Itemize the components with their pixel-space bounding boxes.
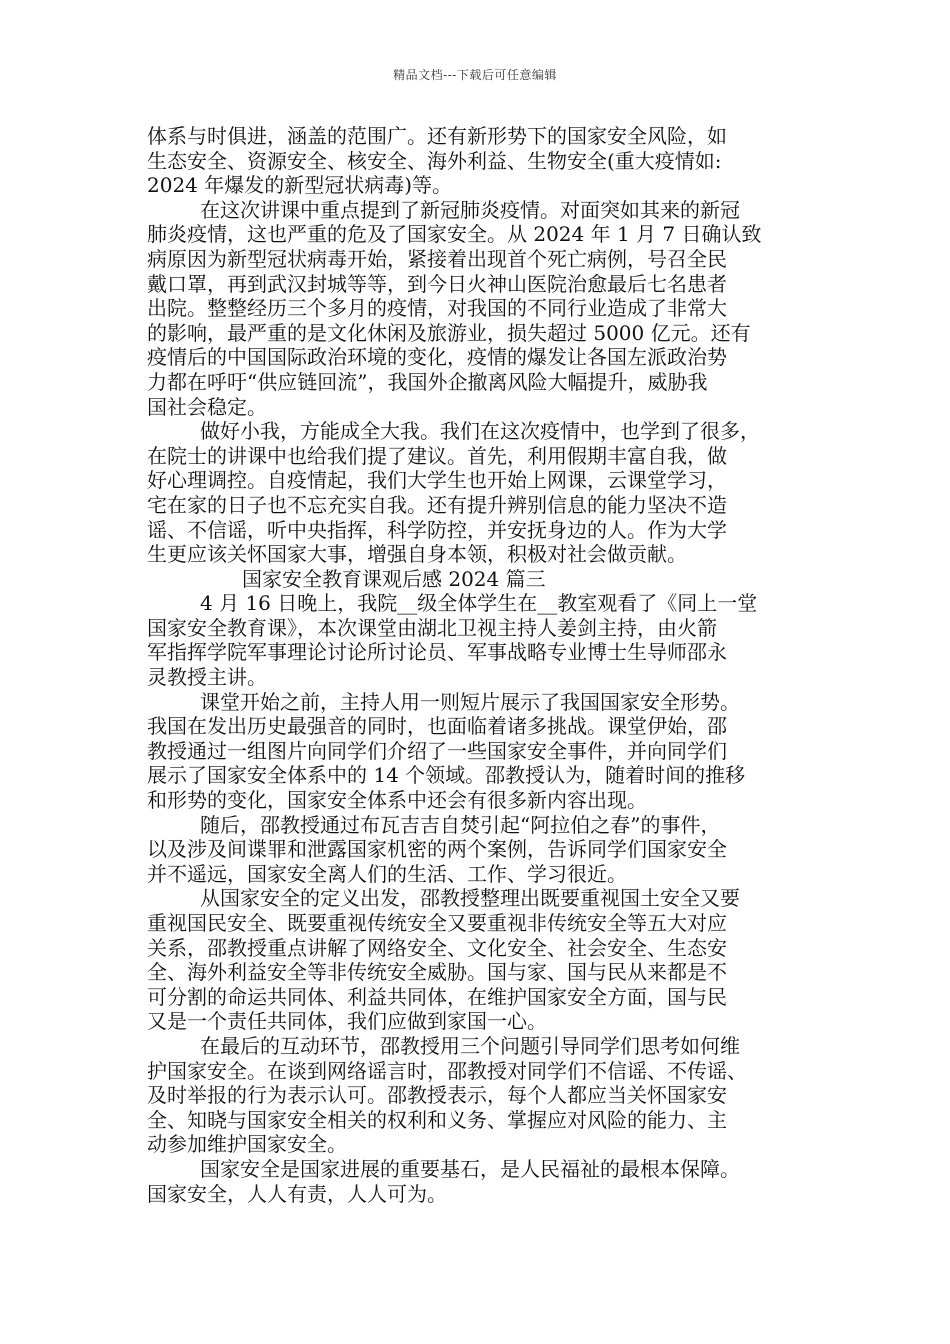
text-line: 好心理调控。自疫情起，我们大学生也开始上网课，云课堂学习，	[147, 468, 727, 493]
text-line: 重视国民安全、既要重视传统安全又要重视非传统安全等五大对应	[147, 911, 727, 935]
text-line: 生更应该关怀国家大事，增强自身本领，积极对社会做贡献。	[147, 542, 687, 567]
text-line: 谣、不信谣，听中央指挥，科学防控，并安抚身边的人。作为大学	[147, 517, 727, 542]
text-line: 2024 年爆发的新型冠状病毒)等。	[147, 173, 453, 198]
text-line: 体系与时俱进，涵盖的范围广。还有新形势下的国家安全风险，如	[147, 124, 727, 148]
text-line: 在院士的讲课中也给我们提了建议。首先，利用假期丰富自我，做	[147, 443, 727, 468]
text-line: 病原因为新型冠状病毒开始，紧接着出现首个死亡病例，号召全民	[147, 246, 727, 271]
text-line: 从国家安全的定义出发，邵教授整理出既要重视国土安全又要	[200, 886, 740, 911]
text-line: 国家安全是国家进展的重要基石，是人民福祉的最根本保障。	[200, 1156, 740, 1181]
text-line: 我国在发出历史最强音的同时，也面临着诸多挑战。课堂伊始，邵	[147, 714, 727, 739]
text-line: 又是一个责任共同体，我们应做到家国一心。	[147, 1009, 547, 1034]
text-line: 在这次讲课中重点提到了新冠肺炎疫情。对面突如其来的新冠	[200, 197, 740, 222]
text-line: 全、知晓与国家安全相关的权利和义务、掌握应对风险的能力、主	[147, 1107, 727, 1132]
text-line: 动参加维护国家安全。	[147, 1132, 347, 1157]
text-line: 课堂开始之前，主持人用一则短片展示了我国国家安全形势。	[200, 689, 740, 714]
text-line: 在最后的互动环节，邵教授用三个问题引导同学们思考如何维	[200, 1033, 740, 1058]
text-line: 灵教授主讲。	[147, 665, 267, 690]
text-line: 出院。整整经历三个多月的疫情，对我国的不同行业造成了非常大	[147, 296, 727, 321]
text-line: 关系，邵教授重点讲解了网络安全、文化安全、社会安全、生态安	[147, 935, 727, 960]
text-line: 国社会稳定。	[147, 394, 267, 419]
text-line: 国家安全教育课》，本次课堂由湖北卫视主持人姜剑主持，由火箭	[147, 615, 717, 640]
page-header: 精品文档---下载后可任意编辑	[393, 68, 557, 82]
text-line: 并不遥远，国家安全离人们的生活、工作、学习很近。	[147, 861, 627, 886]
text-line: 展示了国家安全体系中的 14 个领域。邵教授认为，随着时间的推移	[147, 763, 746, 788]
text-line: 教授通过一组图片向同学们介绍了一些国家安全事件，并向同学们	[147, 738, 727, 763]
text-line: 及时举报的行为表示认可。邵教授表示，每个人都应当关怀国家安	[147, 1083, 727, 1108]
document-body	[147, 124, 813, 1206]
text-line: 以及涉及间谍罪和泄露国家机密的两个案例，告诉同学们国家安全	[147, 837, 727, 862]
text-line: 的影响，最严重的是文化休闲及旅游业，损失超过 5000 亿元。还有	[147, 320, 751, 345]
text-line: 宅在家的日子也不忘充实自我。还有提升辨别信息的能力坚决不造	[147, 492, 727, 517]
text-line: 疫情后的中国国际政治环境的变化，疫情的爆发让各国左派政治势	[147, 345, 727, 370]
text-line: 戴口罩，再到武汉封城等等，到今日火神山医院治愈最后七名患者	[147, 271, 727, 296]
section-heading: 国家安全教育课观后感 2024 篇三	[242, 566, 546, 591]
text-line: 肺炎疫情，这也严重的危及了国家安全。从 2024 年 1 月 7 日确认致	[147, 222, 762, 247]
text-line: 随后，邵教授通过布瓦吉吉自焚引起“阿拉伯之春”的事件，	[200, 812, 721, 837]
text-line: 国家安全，人人有责，人人可为。	[147, 1181, 447, 1206]
text-line: 全、海外利益安全等非传统安全威胁。国与家、国与民从来都是不	[147, 960, 727, 985]
text-line: 做好小我，方能成全大我。我们在这次疫情中，也学到了很多，	[200, 419, 760, 444]
text-line: 力都在呼吁“供应链回流”，我国外企撤离风险大幅提升，威胁我	[147, 369, 708, 394]
text-line: 护国家安全。在谈到网络谣言时，邵教授对同学们不信谣、不传谣、	[147, 1058, 747, 1083]
text-line: 4 月 16 日晚上，我院__级全体学生在__教室观看了《同上一堂	[200, 591, 758, 616]
text-line: 生态安全、资源安全、核安全、海外利益、生物安全(重大疫情如:	[147, 148, 722, 173]
text-line: 可分割的命运共同体、利益共同体，在维护国家安全方面，国与民	[147, 984, 727, 1009]
text-line: 和形势的变化，国家安全体系中还会有很多新内容出现。	[147, 788, 647, 813]
text-line: 军指挥学院军事理论讨论所讨论员、军事战略专业博士生导师邵永	[147, 640, 727, 665]
